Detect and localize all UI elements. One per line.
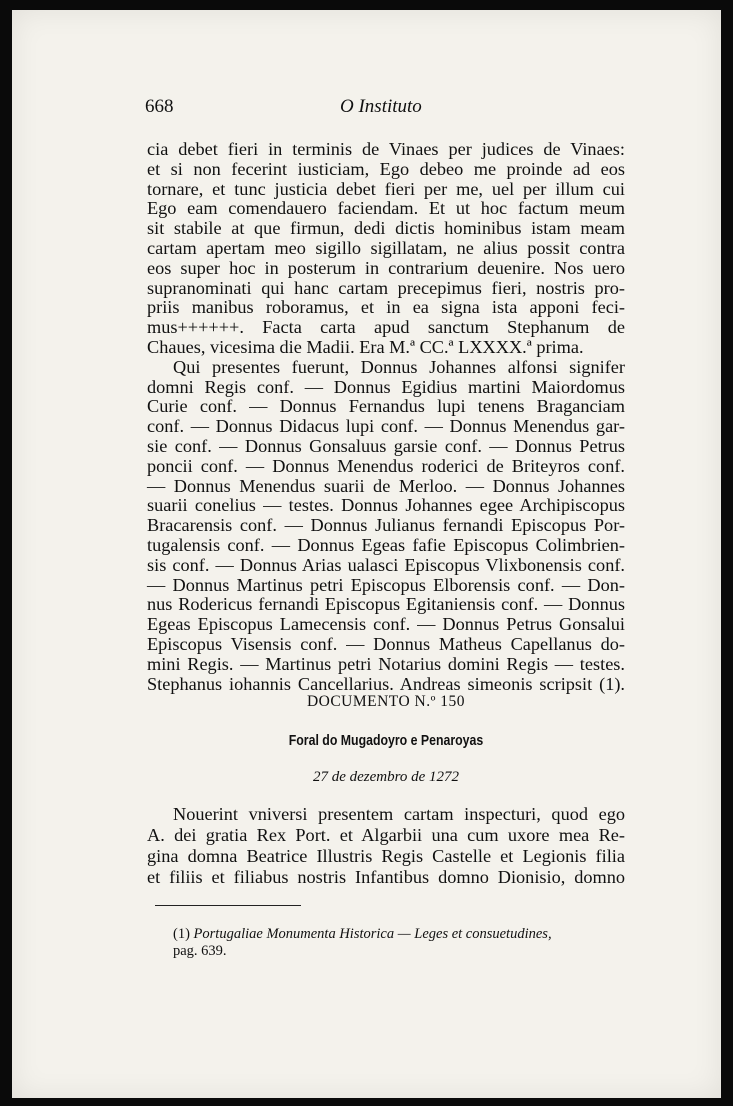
running-title: O Instituto <box>340 96 422 117</box>
page-header <box>145 96 445 126</box>
text-line: Ego eam comendauero faciendam. Et ut hoc factum meum <box>147 198 625 219</box>
text-line: A. dei gratia Rex Port. et Algarbii una cum uxore mea Re- <box>147 825 625 845</box>
document-text <box>147 804 625 888</box>
text-line: Curie conf. — Donnus Fernandus lupi tenens Braganciam <box>147 396 625 417</box>
text-line: mus++++++. Facta carta apud sanctum Stephanum de <box>147 317 625 338</box>
text-line: et filiis et filiabus nostris Infantibus domno Dionisio, domno <box>147 867 625 887</box>
text-line: gina domna Beatrice Illustris Regis Castelle et Legionis filia <box>147 846 625 866</box>
text-line: mini Regis. — Martinus petri Notarius domini Regis — testes. <box>147 653 625 674</box>
text-line: cartam apertam meo sigillo sigillatam, ne alius possit contra <box>147 237 625 258</box>
text-line: sie conf. — Donnus Gonsaluus garsie conf. — Donnus Petrus <box>147 435 625 456</box>
text-line: domni Regis conf. — Donnus Egidius martini Maiordomus <box>147 376 625 397</box>
text-line: sit stabile at que firmun, dedi dictis hominibus istam meam <box>147 218 625 239</box>
footnote-page-ref: pag. 639. <box>173 943 227 959</box>
text-line: Bracarensis conf. — Donnus Julianus fernandi Episcopus Por- <box>147 515 625 536</box>
text-line: sis conf. — Donnus Arias ualasci Episcopus Vlixbonensis conf. <box>147 554 625 575</box>
text-line: tornare, et tunc justicia debet fieri per me, uel per illum cui <box>147 178 625 199</box>
document-heading: DOCUMENTO N.º 150 <box>306 693 466 710</box>
text-line: — Donnus Menendus suarii de Merloo. — Donnus Johannes <box>147 475 625 496</box>
text-line: tugalensis conf. — Donnus Egeas fafie Episcopus Colimbrien- <box>147 534 625 555</box>
text-line: cia debet fieri in terminis de Vinaes per judices de Vinaes: <box>147 139 625 159</box>
text-line: eos super hoc in posterum in contrarium deuenire. Nos uero <box>147 257 625 278</box>
text-line: suarii conelius — testes. Donnus Johannes egee Archipiscopus <box>147 495 625 516</box>
footnote-line <box>173 926 625 943</box>
footnote <box>173 926 625 960</box>
footnote-marker: (1) <box>173 926 190 942</box>
text-line: conf. — Donnus Didacus lupi conf. — Donnus Menendus gar- <box>147 416 625 437</box>
text-line: supranominati qui hanc cartam precepimus fieri, nostris pro- <box>147 277 625 298</box>
footnote-rule <box>155 905 301 906</box>
text-line: Episcopus Visensis conf. — Donnus Matheus Capellanus do- <box>147 633 625 654</box>
text-line: poncii conf. — Donnus Menendus roderici de Briteyros conf. <box>147 455 625 476</box>
text-line: nus Rodericus fernandi Episcopus Egitaniensis conf. — Donnus <box>147 594 625 615</box>
text-line: et si non fecerint iusticiam, Ego debeo me proinde ad eos <box>147 158 625 179</box>
document-date: 27 de dezembro de 1272 <box>312 769 460 785</box>
text-line: Stephanus iohannis Cancellarius. Andreas simeonis scripsit (1). <box>147 673 625 694</box>
text-line: Egeas Episcopus Lamecensis conf. — Donnus Petrus Gonsalui <box>147 614 625 635</box>
text-line: — Donnus Martinus petri Episcopus Elborensis conf. — Don- <box>147 574 625 595</box>
page-number: 668 <box>145 96 174 117</box>
text-line: Qui presentes fuerunt, Donnus Johannes alfonsi signifer <box>173 356 625 377</box>
text-line: priis manibus roboramus, et in ea signa ista apponi feci- <box>147 297 625 318</box>
document-title: Foral do Mugadoyro e Penaroyas <box>288 733 484 749</box>
body-text <box>147 140 625 694</box>
footnote-source: Portugaliae Monumenta Historica — Leges et consuetudines, <box>193 926 552 942</box>
text-line: Nouerint vniversi presentem cartam inspecturi, quod ego <box>173 804 625 824</box>
text-line: Chaues, vicesima die Madii. Era M.ª CC.ª LXXXX.ª prima. <box>147 336 584 357</box>
